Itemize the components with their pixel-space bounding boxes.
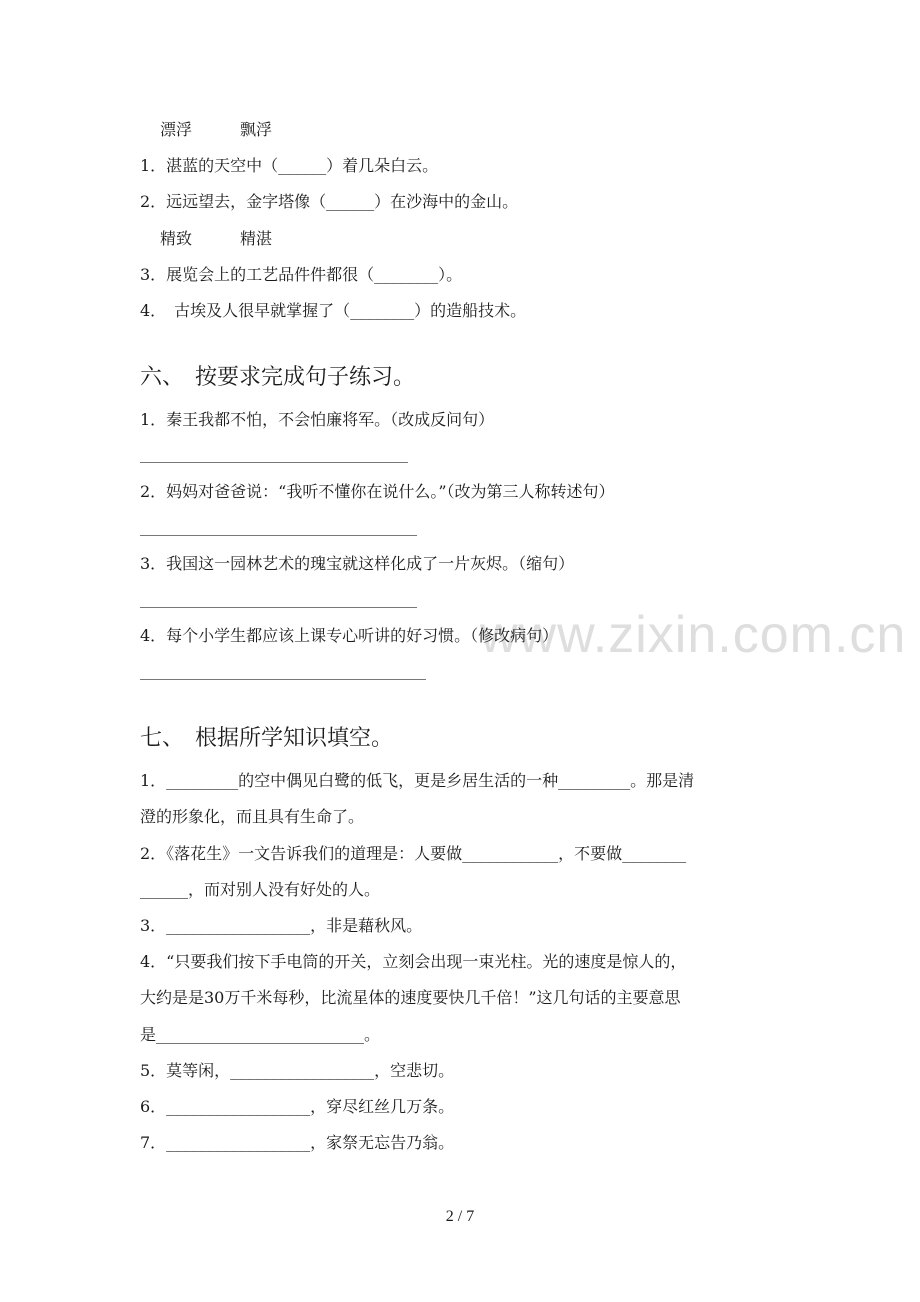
fill-blank-line: 6．__________________，穿尽红丝几万条。 xyxy=(140,1097,455,1116)
section-heading: 六、 按要求完成句子练习。 xyxy=(140,365,416,390)
fill-blank-line: ______，而对别人没有好处的人。 xyxy=(140,880,381,899)
fill-blank-line: 4．“只要我们按下手电筒的开关，立刻会出现一束光柱。光的速度是惊人的， xyxy=(140,952,687,971)
word-pair: 精致 精湛 xyxy=(160,229,273,248)
word-pair: 漂浮 飘浮 xyxy=(160,120,273,139)
page-number: 2 / 7 xyxy=(445,1208,475,1225)
watermark: www.zixin.com.cn xyxy=(480,606,907,664)
question-line: 1．秦王我都不怕，不会怕廉将军。（改成反问句） xyxy=(140,410,495,429)
fill-blank-line: 7．__________________，家祭无忘告乃翁。 xyxy=(140,1133,455,1152)
question-line: 4．每个小学生都应该上课专心听讲的好习惯。（修改病句） xyxy=(140,626,559,645)
fill-blank-line: 是__________________________。 xyxy=(140,1025,381,1044)
answer-line xyxy=(140,607,417,608)
answer-line xyxy=(140,679,426,680)
fill-blank-line: 5．莫等闲，__________________，空悲切。 xyxy=(140,1061,455,1080)
fill-blank-line: 1．_________的空中偶见白鹭的低飞，更是乡居生活的一种_________。那是清 xyxy=(140,771,695,790)
question-line: 1．湛蓝的天空中（______）着几朵白云。 xyxy=(140,156,439,175)
question-line: 2．远远望去，金字塔像（______）在沙海中的金山。 xyxy=(140,192,519,211)
question-line: 4． 古埃及人很早就掌握了（________）的造船技术。 xyxy=(140,301,527,320)
question-line: 2．妈妈对爸爸说：“我听不懂你在说什么。”（改为第三人称转述句） xyxy=(140,482,615,501)
answer-line xyxy=(140,462,408,463)
question-line: 3．展览会上的工艺品件件都很（________）。 xyxy=(140,265,463,284)
section-heading: 七、 根据所学知识填空。 xyxy=(140,726,394,751)
answer-line xyxy=(140,535,417,536)
fill-blank-line: 3．__________________，非是藉秋风。 xyxy=(140,916,423,935)
fill-blank-line: 2．《落花生》一文告诉我们的道理是：人要做____________，不要做________ xyxy=(140,844,687,863)
fill-blank-line: 澄的形象化，而且具有生命了。 xyxy=(140,807,365,826)
fill-blank-line: 大约是是30万千米每秒，比流星体的速度要快几千倍！”这几句话的主要意思 xyxy=(140,988,681,1007)
question-line: 3．我国这一园林艺术的瑰宝就这样化成了一片灰烬。（缩句） xyxy=(140,554,575,573)
